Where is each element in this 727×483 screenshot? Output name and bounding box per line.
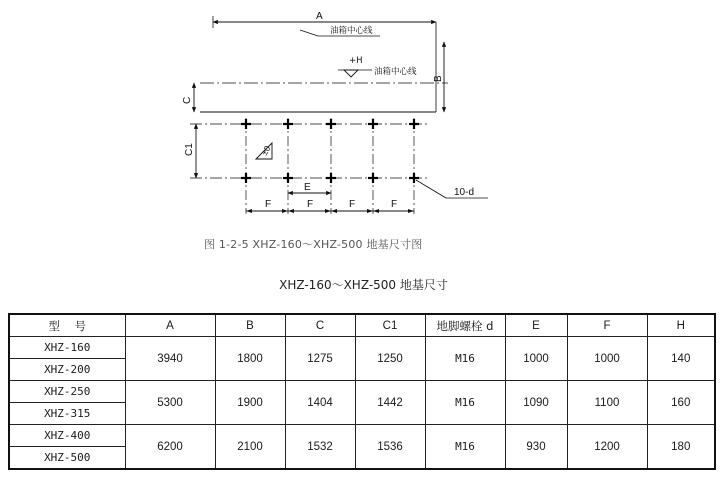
figure-caption: 图 1-2-5 XHZ-160～XHZ-500 地基尺寸图 bbox=[204, 238, 423, 251]
value-h: 140 bbox=[647, 337, 715, 381]
dimension-b bbox=[200, 42, 448, 112]
value-f: 1200 bbox=[567, 425, 647, 470]
bolt-mark bbox=[241, 173, 251, 183]
bolts-label: 10-d bbox=[454, 187, 475, 198]
model-cell: XHZ-200 bbox=[9, 359, 125, 381]
value-bolt-d: M16 bbox=[425, 381, 505, 425]
value-e: 1000 bbox=[505, 337, 567, 381]
label-f-3: F bbox=[349, 199, 356, 210]
table-row bbox=[9, 337, 715, 359]
dimension-table bbox=[8, 313, 716, 470]
table-row bbox=[9, 381, 715, 403]
dimension-c bbox=[182, 83, 194, 112]
bolt-mark bbox=[241, 119, 251, 129]
label-f-4: F bbox=[391, 199, 398, 210]
value-b: 1800 bbox=[215, 337, 285, 381]
bolt-mark bbox=[368, 119, 378, 129]
model-cell: XHZ-400 bbox=[9, 425, 125, 447]
value-h: 180 bbox=[647, 425, 715, 470]
model-cell: XHZ-500 bbox=[9, 447, 125, 470]
tank-centerline-label-1 bbox=[300, 25, 380, 36]
value-c: 1532 bbox=[285, 425, 355, 470]
value-a: 5300 bbox=[125, 381, 215, 425]
header-e: E bbox=[505, 314, 567, 337]
value-b: 2100 bbox=[215, 425, 285, 470]
header-a: A bbox=[125, 314, 215, 337]
label-c: C bbox=[182, 96, 193, 104]
bolt-mark bbox=[409, 119, 419, 129]
table-header-row bbox=[9, 314, 715, 337]
value-f: 1000 bbox=[567, 337, 647, 381]
header-h: H bbox=[647, 314, 715, 337]
level-symbol bbox=[256, 143, 273, 159]
tank-centerline-text-1: 油箱中心线 bbox=[330, 26, 373, 36]
dimension-e bbox=[288, 182, 331, 193]
model-cell: XHZ-315 bbox=[9, 403, 125, 425]
tank-centerline-label-2 bbox=[338, 56, 417, 77]
plus-h-label: +H bbox=[349, 56, 363, 66]
header-f: F bbox=[567, 314, 647, 337]
label-f-2: F bbox=[307, 199, 314, 210]
label-c1: C1 bbox=[184, 143, 195, 156]
bolt-leader bbox=[416, 180, 488, 198]
value-a: 6200 bbox=[125, 425, 215, 470]
header-b: B bbox=[215, 314, 285, 337]
dimension-f bbox=[246, 199, 414, 213]
angle-label: ±0 bbox=[259, 143, 273, 157]
bolt-mark bbox=[283, 173, 293, 183]
dimension-c1 bbox=[184, 124, 196, 178]
foundation-drawing bbox=[0, 0, 727, 235]
value-a: 3940 bbox=[125, 337, 215, 381]
bolt-mark bbox=[326, 173, 336, 183]
value-h: 160 bbox=[647, 381, 715, 425]
value-b: 1900 bbox=[215, 381, 285, 425]
value-c: 1404 bbox=[285, 381, 355, 425]
value-c1: 1536 bbox=[355, 425, 425, 470]
value-bolt-d: M16 bbox=[425, 425, 505, 470]
tank-centerline-text-2: 油箱中心线 bbox=[374, 67, 417, 77]
header-model: 型 号 bbox=[9, 314, 125, 337]
header-c: C bbox=[285, 314, 355, 337]
bolt-mark bbox=[283, 119, 293, 129]
value-f: 1100 bbox=[567, 381, 647, 425]
value-c: 1275 bbox=[285, 337, 355, 381]
model-cell: XHZ-160 bbox=[9, 337, 125, 359]
header-bolt-d: 地脚螺栓 d bbox=[425, 314, 505, 337]
label-b: B bbox=[433, 75, 444, 82]
table-title: XHZ-160～XHZ-500 地基尺寸 bbox=[279, 278, 448, 292]
table-row bbox=[9, 425, 715, 447]
value-bolt-d: M16 bbox=[425, 337, 505, 381]
label-a: A bbox=[316, 11, 323, 22]
bolt-mark bbox=[368, 173, 378, 183]
bolt-mark bbox=[409, 173, 419, 183]
value-c1: 1442 bbox=[355, 381, 425, 425]
bolt-mark bbox=[326, 119, 336, 129]
dimension-a bbox=[213, 11, 436, 28]
value-c1: 1250 bbox=[355, 337, 425, 381]
label-f-1: F bbox=[265, 199, 272, 210]
model-cell: XHZ-250 bbox=[9, 381, 125, 403]
label-e: E bbox=[304, 182, 311, 193]
value-e: 930 bbox=[505, 425, 567, 470]
header-c1: C1 bbox=[355, 314, 425, 337]
value-e: 1090 bbox=[505, 381, 567, 425]
